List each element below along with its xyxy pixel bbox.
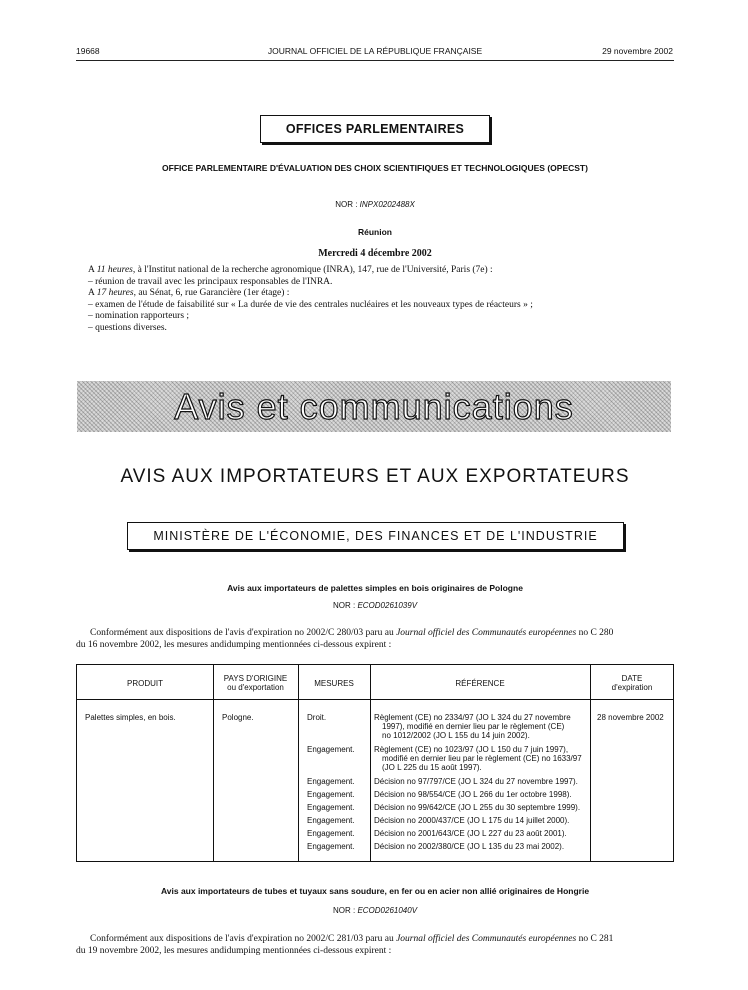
table-cell-mesure: Engagement.	[307, 829, 355, 838]
table-cell-pays: Pologne.	[222, 713, 254, 722]
section-banner: Avis et communications	[77, 381, 671, 432]
notice-title: Avis aux importateurs de palettes simples en bois originaires de Pologne	[227, 583, 523, 593]
section-box-title: OFFICES PARLEMENTAIRES	[260, 115, 490, 143]
table-cell-reference: Décision no 2000/437/CE (JO L 175 du 14 juillet 2000).	[374, 816, 570, 825]
table-cell-mesure: Engagement.	[307, 745, 355, 754]
table-cell-reference: Décision no 2002/380/CE (JO L 135 du 23 mai 2002).	[374, 842, 565, 851]
header-divider	[76, 60, 674, 61]
header-date: 29 novembre 2002	[602, 46, 673, 56]
column-header: MESURES	[314, 678, 354, 688]
notice-title: Avis aux importateurs de tubes et tuyaux sans soudure, en fer ou en acier non allié originaires de Hongrie	[160, 886, 590, 896]
agenda-item: A 11 heures, à l'Institut national de la recherche agronomique (INRA), 147, rue de l'Université, Paris (7e) :	[88, 265, 493, 275]
table-cell-mesure: Engagement.	[307, 842, 355, 851]
table-cell-reference: Décision no 99/642/CE (JO L 255 du 30 septembre 1999).	[374, 803, 581, 812]
table-cell-reference: Règlement (CE) no 2334/97 (JO L 324 du 27 novembre 1997), modifié en dernier lieu par le règlement (CE) no 1012/2002 (JO L 155 du 14 juin 2002).	[374, 713, 571, 740]
agenda-item: – examen de l'étude de faisabilité sur « La durée de vie des centrales nucléaires et les nouveaux types de réacteurs » ;	[88, 299, 533, 310]
table-header-divider	[77, 699, 673, 700]
column-header: PAYS D'ORIGINE ou d'exportation	[223, 674, 288, 692]
table-cell-mesure: Engagement.	[307, 790, 355, 799]
table-cell-reference: Décision no 97/797/CE (JO L 324 du 27 novembre 1997).	[374, 777, 578, 786]
meeting-date: Mercredi 4 décembre 2002	[318, 248, 432, 259]
notice-paragraph: Conformément aux dispositions de l'avis d'expiration no 2002/C 280/03 paru au Journal officiel des Communautés européennes no C 280 du 16 novembre 2002, les mesures andidumping mentionnées ci-dessous expirent :	[76, 628, 614, 650]
nor-reference: NOR : INPX0202488X	[335, 200, 415, 209]
column-header: DATE d'expiration	[611, 674, 653, 692]
page-number: 19668	[76, 46, 100, 56]
table-cell-mesure: Droit.	[307, 713, 327, 722]
table-cell-mesure: Engagement.	[307, 777, 355, 786]
journal-title: JOURNAL OFFICIEL DE LA RÉPUBLIQUE FRANÇAISE	[267, 46, 483, 56]
table-cell-reference: Règlement (CE) no 1023/97 (JO L 150 du 7 juin 1997), modifié en dernier lieu par le règlement (CE) no 1633/97 (JO L 225 du 15 août 1997).	[374, 745, 582, 772]
table-cell-date: 28 novembre 2002	[597, 713, 664, 722]
table-cell-mesure: Engagement.	[307, 803, 355, 812]
expiry-table	[76, 664, 674, 862]
agenda-item: – nomination rapporteurs ;	[88, 311, 190, 322]
table-cell-mesure: Engagement.	[307, 816, 355, 825]
column-header: PRODUIT	[127, 678, 163, 688]
column-header: RÉFÉRENCE	[455, 678, 505, 688]
section-title: AVIS AUX IMPORTATEURS ET AUX EXPORTATEURS	[120, 466, 630, 487]
table-cell-reference: Décision no 2001/643/CE (JO L 227 du 23 août 2001).	[374, 829, 567, 838]
table-cell-produit: Palettes simples, en bois.	[85, 713, 176, 722]
notice-paragraph: Conformément aux dispositions de l'avis d'expiration no 2002/C 281/03 paru au Journal officiel des Communautés européennes no C 281 du 19 novembre 2002, les mesures andidumping mentionnées ci-dessous expirent :	[76, 934, 614, 956]
agenda-item: – réunion de travail avec les principaux responsables de l'INRA.	[88, 276, 333, 287]
office-title: OFFICE PARLEMENTAIRE D'ÉVALUATION DES CHOIX SCIENTIFIQUES ET TECHNOLOGIQUES (OPECST)	[162, 163, 588, 173]
agenda-item: – questions diverses.	[88, 322, 167, 333]
agenda-list	[88, 265, 668, 335]
agenda-item: A 17 heures, au Sénat, 6, rue Garancière (1er étage) :	[88, 288, 290, 299]
nor-reference: NOR : ECOD0261039V	[332, 601, 418, 610]
nor-reference: NOR : ECOD0261040V	[332, 906, 418, 915]
table-cell-reference: Décision no 98/554/CE (JO L 266 du 1er octobre 1998).	[374, 790, 572, 799]
ministry-box: MINISTÈRE DE L'ÉCONOMIE, DES FINANCES ET DE L'INDUSTRIE	[127, 522, 624, 550]
meeting-label: Réunion	[358, 227, 392, 237]
